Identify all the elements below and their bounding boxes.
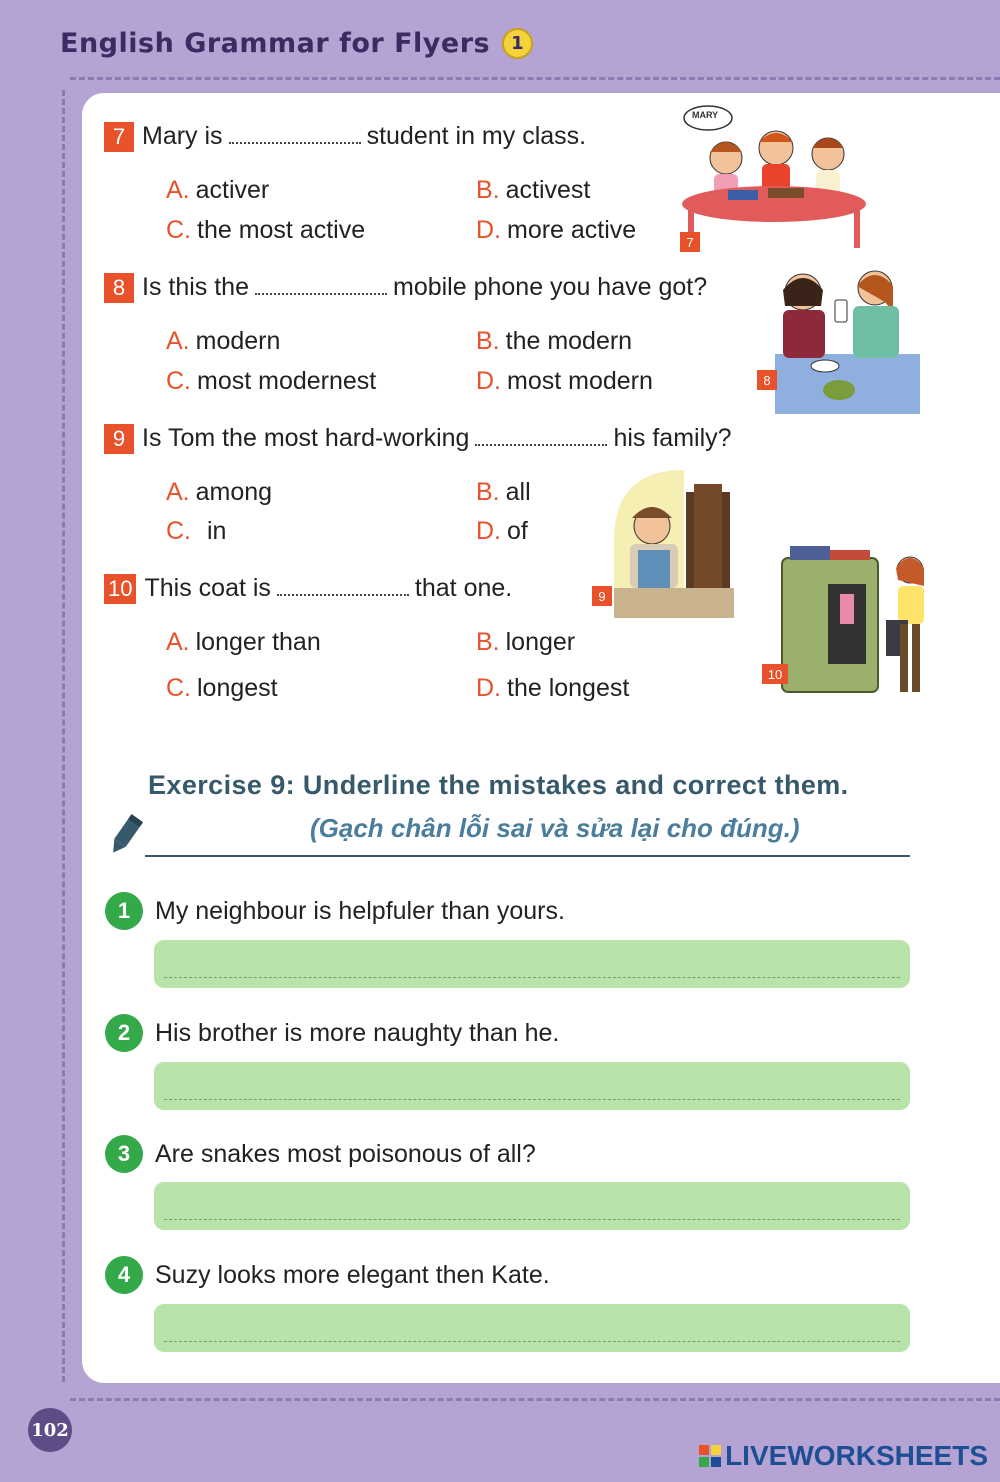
option-letter: C. [166, 367, 191, 395]
option-a[interactable] [166, 478, 272, 507]
item-number: 1 [105, 892, 143, 930]
question-7 [104, 122, 586, 152]
option-letter: A. [166, 628, 190, 656]
question-8 [104, 273, 707, 303]
option-text: modern [195, 327, 281, 355]
answer-input-1[interactable] [154, 940, 910, 988]
question-number: 10 [104, 574, 136, 604]
option-letter: C. [166, 216, 191, 244]
bottom-dashed-border [70, 1398, 1000, 1401]
option-c[interactable] [166, 367, 376, 396]
option-d[interactable] [476, 674, 629, 703]
illustration-tag: 7 [680, 232, 700, 252]
option-letter: A. [166, 327, 190, 355]
option-c[interactable] [166, 674, 278, 703]
kids-table-drawing [678, 104, 868, 254]
option-letter: C. [166, 517, 191, 545]
option-c[interactable] [166, 216, 365, 245]
option-text: most modernest [197, 367, 377, 395]
question-stem-before: Is Tom the most hard-working [142, 424, 470, 452]
item-sentence: My neighbour is helpfuler than yours. [155, 896, 565, 925]
answer-blank[interactable] [255, 277, 387, 295]
exercise-item-3 [105, 1135, 536, 1173]
illustration-tag: 8 [757, 370, 777, 390]
left-dashed-border [62, 90, 65, 1382]
option-d[interactable] [476, 367, 653, 396]
illustration-tag: 9 [592, 586, 612, 606]
option-b[interactable] [476, 628, 575, 657]
answer-guide-line [164, 977, 900, 978]
item-sentence: Suzy looks more elegant then Kate. [155, 1260, 550, 1289]
option-text: the most active [197, 216, 366, 244]
option-letter: D. [476, 367, 501, 395]
item-number: 4 [105, 1256, 143, 1294]
top-dashed-border [70, 77, 1000, 80]
option-text: in [207, 517, 227, 545]
women-phone-drawing [755, 262, 920, 414]
option-a[interactable] [166, 327, 280, 356]
option-letter: D. [476, 216, 501, 244]
answer-input-2[interactable] [154, 1062, 910, 1110]
illustration-kids-at-table [678, 104, 868, 254]
option-letter: A. [166, 478, 190, 506]
option-text: the longest [507, 674, 630, 702]
answer-input-3[interactable] [154, 1182, 910, 1230]
option-d[interactable] [476, 517, 528, 546]
option-letter: A. [166, 176, 190, 204]
option-a[interactable] [166, 628, 321, 657]
option-c[interactable] [166, 517, 226, 546]
question-stem-after: his family? [613, 424, 732, 452]
answer-input-4[interactable] [154, 1304, 910, 1352]
option-text: longer than [195, 628, 321, 656]
illustration-wardrobe [760, 544, 935, 699]
option-text: activest [505, 176, 591, 204]
book-title [60, 28, 533, 59]
question-stem-before: This coat is [144, 574, 271, 602]
book-title-text: English Grammar for Flyers [60, 28, 491, 59]
illustration-women-phone [755, 262, 920, 414]
item-number: 3 [105, 1135, 143, 1173]
question-9 [104, 424, 732, 454]
option-letter: D. [476, 517, 501, 545]
exercise-underline [145, 855, 910, 857]
mary-sign: MARY [692, 110, 719, 120]
answer-blank[interactable] [277, 578, 409, 596]
watermark-text: LIVEWORKSHEETS [725, 1440, 988, 1471]
exercise-title: Exercise 9: Underline the mistakes and correct them. [148, 770, 849, 800]
option-d[interactable] [476, 216, 636, 245]
exercise-item-4 [105, 1256, 550, 1294]
option-b[interactable] [476, 327, 632, 356]
question-number: 7 [104, 122, 134, 152]
option-letter: C. [166, 674, 191, 702]
liveworksheets-logo-icon [699, 1445, 721, 1467]
answer-blank[interactable] [475, 428, 607, 446]
question-stem-after: that one. [414, 574, 513, 602]
item-sentence: His brother is more naughty than he. [155, 1018, 560, 1047]
option-text: among [195, 478, 273, 506]
answer-guide-line [164, 1341, 900, 1342]
option-b[interactable] [476, 176, 590, 205]
option-letter: B. [476, 628, 500, 656]
option-letter: B. [476, 478, 500, 506]
item-number: 2 [105, 1014, 143, 1052]
question-stem-before: Is this the [142, 273, 249, 301]
pencil-icon [103, 812, 147, 861]
option-a[interactable] [166, 176, 269, 205]
item-sentence: Are snakes most poisonous of all? [155, 1139, 536, 1168]
liveworksheets-watermark[interactable] [699, 1440, 988, 1472]
carpenter-drawing [590, 470, 738, 620]
question-stem-before: Mary is [142, 122, 223, 150]
illustration-carpenter [590, 470, 738, 620]
option-text: most modern [507, 367, 653, 395]
exercise-item-1 [105, 892, 565, 930]
option-text: longer [505, 628, 576, 656]
question-stem-after: student in my class. [366, 122, 587, 150]
answer-guide-line [164, 1219, 900, 1220]
illustration-tag: 10 [762, 664, 788, 684]
option-text: the modern [505, 327, 633, 355]
option-text: longest [197, 674, 278, 702]
question-stem-after: mobile phone you have got? [393, 273, 708, 301]
page-number: 102 [28, 1408, 72, 1452]
exercise-subtitle: (Gạch chân lỗi sai và sửa lại cho đúng.) [310, 813, 800, 843]
option-letter: B. [476, 327, 500, 355]
answer-blank[interactable] [229, 126, 361, 144]
option-text: more active [507, 216, 637, 244]
option-text: all [505, 478, 531, 506]
option-text: activer [195, 176, 270, 204]
option-letter: D. [476, 674, 501, 702]
book-number-badge: 1 [502, 28, 533, 59]
answer-guide-line [164, 1099, 900, 1100]
question-number: 9 [104, 424, 134, 454]
option-b[interactable] [476, 478, 531, 507]
option-letter: B. [476, 176, 500, 204]
exercise-item-2 [105, 1014, 559, 1052]
option-text: of [507, 517, 528, 545]
question-10 [104, 574, 512, 604]
question-number: 8 [104, 273, 134, 303]
